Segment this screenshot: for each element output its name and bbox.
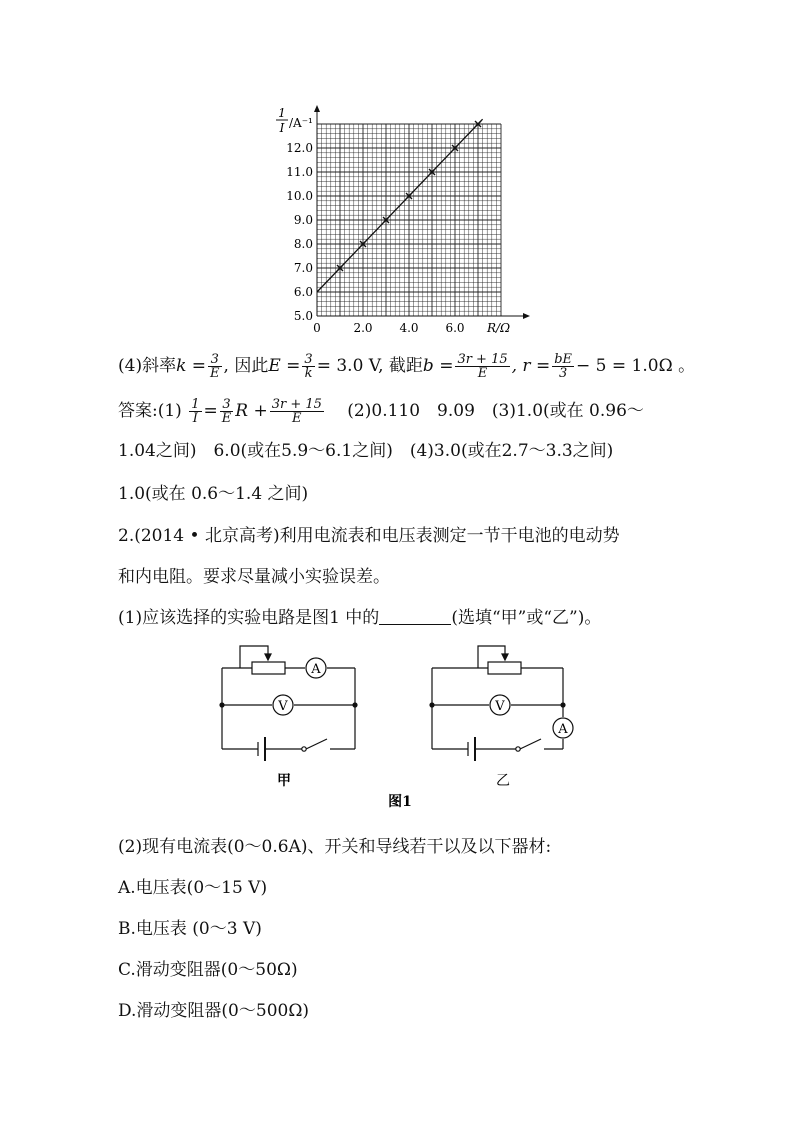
r-fraction	[552, 353, 574, 380]
r-num: bE	[554, 352, 573, 367]
switch-yi-contact	[516, 747, 520, 751]
junction-jia-left	[219, 702, 224, 707]
E-value: = 3.0 V, 截距	[316, 356, 423, 376]
question-2-line-1: 2.(2014 • 北京高考)利用电流表和电压表测定一节干电池的电动势	[118, 526, 620, 546]
b-fraction	[455, 353, 509, 380]
r-eq: , r =	[511, 356, 551, 376]
voltmeter-yi-label: V	[495, 699, 505, 714]
b-den: E	[477, 366, 488, 381]
question-2-line-2: 和内电阻。要求尽量减小实验误差。	[118, 567, 390, 587]
k-num: 3	[208, 353, 222, 367]
E-eq: E =	[268, 356, 301, 376]
junction-yi-right	[560, 702, 565, 707]
E-num: 3	[304, 352, 313, 367]
answer-frac-1-num: 1	[191, 397, 200, 412]
y-tick-label: 7.0	[293, 261, 313, 275]
answer-label: 答案:(1)	[118, 401, 182, 421]
answer-frac-1-den: I	[192, 411, 198, 426]
answer-frac-1	[189, 398, 201, 425]
answer-plus-r: R +	[235, 401, 268, 421]
answer-frac-3-num: 3r + 15	[271, 397, 322, 412]
y-tick-label: 11.0	[286, 165, 313, 179]
rheostat-yi	[488, 662, 521, 674]
answer-frac-2	[220, 398, 234, 425]
answer-eq: =	[203, 401, 218, 421]
answer-frac-3-den: E	[292, 411, 302, 426]
answer-line-3: 1.0(或在 0.6～1.4 之间)	[118, 484, 309, 504]
k-den: E	[210, 366, 220, 381]
sub1-text-a: (1)应该选择的实验电路是图1 中的	[118, 608, 380, 628]
ammeter-yi-label: A	[558, 722, 568, 737]
label-jia: 甲	[277, 773, 291, 789]
figure-caption: 图1	[388, 794, 412, 810]
E-fraction	[302, 353, 314, 380]
option-a: A.电压表(0～15 V)	[118, 878, 268, 898]
junction-yi-left	[429, 702, 434, 707]
answer-rest: (2)0.110 9.09 (3)1.0(或在 0.96～	[347, 401, 644, 421]
answer-frac-2-num: 3	[220, 398, 234, 412]
answer-blank[interactable]	[379, 608, 451, 625]
y-tick-label: 12.0	[286, 141, 313, 155]
y-tick-label: 10.0	[286, 189, 313, 203]
b-num: 3r + 15	[457, 352, 508, 367]
answer-frac-2-den: E	[221, 411, 232, 426]
y-axis-label-num: 1	[278, 106, 286, 120]
x-axis-arrow	[523, 313, 530, 319]
answer-frac-3	[270, 398, 324, 425]
option-d: D.滑动变阻器(0～500Ω)	[118, 1001, 310, 1021]
b-eq: b =	[422, 356, 454, 376]
question-2-sub1	[118, 607, 601, 629]
step4-mid: , 因此	[223, 356, 269, 376]
ammeter-jia-label: A	[311, 662, 321, 677]
circuit-figure	[210, 640, 590, 815]
x-tick-label: 2.0	[353, 321, 373, 335]
k-fraction	[208, 353, 222, 380]
chart-ticks	[286, 141, 464, 335]
x-tick-label: 0	[313, 321, 321, 335]
y-axis-arrow	[314, 105, 320, 112]
step4-line	[118, 353, 695, 380]
answer-line-1	[118, 398, 644, 425]
option-b: B.电压表 (0～3 V)	[118, 919, 262, 939]
E-den: k	[304, 366, 313, 381]
y-tick-label: 6.0	[293, 285, 313, 299]
label-yi: 乙	[496, 773, 510, 789]
r-den: 3	[558, 366, 568, 381]
x-tick-label: 6.0	[445, 321, 465, 335]
k-eq: k =	[176, 356, 207, 376]
voltmeter-jia-label: V	[278, 699, 288, 714]
x-tick-label: 4.0	[399, 321, 419, 335]
y-tick-label: 9.0	[293, 213, 313, 227]
y-tick-label: 5.0	[293, 309, 313, 323]
graph-chart	[255, 100, 535, 340]
x-axis-label: R/Ω	[487, 321, 511, 335]
question-2-sub2: (2)现有电流表(0～0.6A)、开关和导线若干以及以下器材:	[118, 837, 552, 857]
option-c: C.滑动变阻器(0～50Ω)	[118, 960, 298, 980]
step4-prefix: (4)斜率	[118, 356, 177, 376]
y-tick-label: 8.0	[293, 237, 313, 251]
y-axis-label-unit: /A⁻¹	[289, 116, 313, 130]
junction-jia-right	[352, 702, 357, 707]
switch-jia-contact	[302, 747, 306, 751]
r-value: − 5 = 1.0Ω 。	[576, 356, 696, 376]
y-axis-label-den: I	[279, 121, 285, 135]
sub1-text-b: (选填“甲”或“乙”)。	[451, 608, 602, 628]
rheostat-jia	[252, 662, 285, 674]
chart-grid	[317, 124, 501, 316]
answer-line-2: 1.04之间) 6.0(或在5.9～6.1之间) (4)3.0(或在2.7～3.3之间)	[118, 441, 614, 461]
